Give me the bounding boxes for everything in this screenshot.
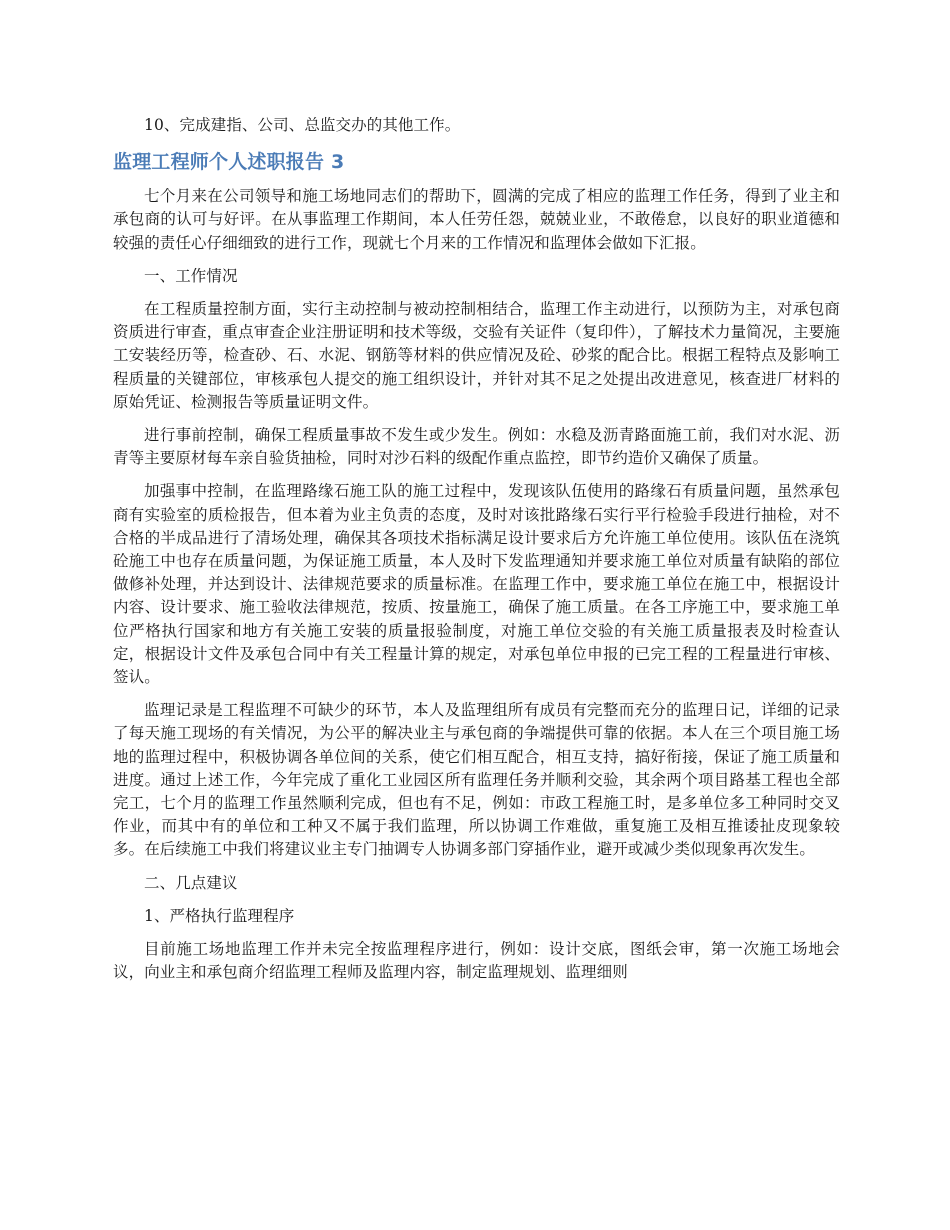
document-page: [113, 108, 840, 995]
intro-list-item: 10、完成建指、公司、总监交办的其他工作。: [144, 116, 461, 134]
paragraph-in-process-control: 加强事中控制，在监理路缘石施工队的施工过程中，发现该队伍使用的路缘石有质量问题，虽然承包商有实验室的质检报告，但本着为业主负责的态度，及时对该批路缘石实行平行检验手段进行抽检，对不合格的半成品进行了清场处理，确保其各项技术指标满足设计要求后方允许施工单位使用。该队伍在浇筑砼施工中也存在质量问题，为保证施工质量，本人及时下发监理通知并要求施工单位对质量有缺陷的部位做修补处理，并达到设计、法律规范要求的质量标准。在监理工作中，要求施工单位在施工中，根据设计内容、设计要求、施工验收法律规范，按质、按量施工，确保了施工质量。在各工序施工中，要求施工单位严格执行国家和地方有关施工安装的质量报验制度，对施工单位交验的有关施工质量报表及时检查认定，根据设计文件及承包合同中有关工程量计算的规定，对承包单位申报的已完工程的工程量进行审核、签认。: [113, 482, 840, 687]
subheading-suggestions: 二、几点建议: [144, 873, 238, 892]
subheading-suggestion-1: 1、严格执行监理程序: [144, 906, 295, 925]
paragraph-procedure: 目前施工场地监理工作并未完全按监理程序进行，例如：设计交底，图纸会审，第一次施工场地会议，向业主和承包商介绍监理工程师及监理内容，制定监理规划、监理细则: [113, 940, 840, 982]
section-heading: 监理工程师个人述职报告 3: [113, 151, 345, 174]
paragraph-pre-control: 进行事前控制，确保工程质量事故不发生或少发生。例如：水稳及沥青路面施工前，我们对水泥、沥青等主要原材每车亲自验货抽检，同时对沙石料的级配作重点监控，即节约造价又确保了质量。: [113, 426, 840, 468]
subheading-work-status: 一、工作情况: [144, 266, 238, 285]
paragraph-summary: 七个月来在公司领导和施工场地同志们的帮助下，圆满的完成了相应的监理工作任务，得到了业主和承包商的认可与好评。在从事监理工作期间，本人任劳任怨，兢兢业业，不敢倦怠，以良好的职业道德和较强的责任心仔细细致的进行工作，现就七个月来的工作情况和监理体会做如下汇报。: [113, 187, 840, 252]
paragraph-quality-control: 在工程质量控制方面，实行主动控制与被动控制相结合，监理工作主动进行，以预防为主，对承包商资质进行审查，重点审查企业注册证明和技术等级，交验有关证件（复印件），了解技术力量简况，主要施工安装经历等，检查砂、石、水泥、钢筋等材料的供应情况及砼、砂浆的配合比。根据工程特点及影响工程质量的关键部位，审核承包人提交的施工组织设计，并针对其不足之处提出改进意见，核查进厂材料的原始凭证、检测报告等质量证明文件。: [113, 300, 840, 411]
paragraph-records: 监理记录是工程监理不可缺少的环节，本人及监理组所有成员有完整而充分的监理日记，详细的记录了每天施工现场的有关情况，为公平的解决业主与承包商的争端提供可靠的依据。本人在三个项目施工场地的监理过程中，积极协调各单位间的关系，使它们相互配合，相互支持，搞好衔接，保证了施工质量和进度。通过上述工作，今年完成了重化工业园区所有监理任务并顺利交验，其余两个项目路基工程也全部完工，七个月的监理工作虽然顺利完成，但也有不足，例如：市政工程施工时，是多单位多工种同时交叉作业，而其中有的单位和工种又不属于我们监理，所以协调工作难做，重复施工及相互推诿扯皮现象较多。在后续施工中我们将建议业主专门抽调专人协调多部门穿插作业，避开或减少类似现象再次发生。: [113, 701, 840, 859]
